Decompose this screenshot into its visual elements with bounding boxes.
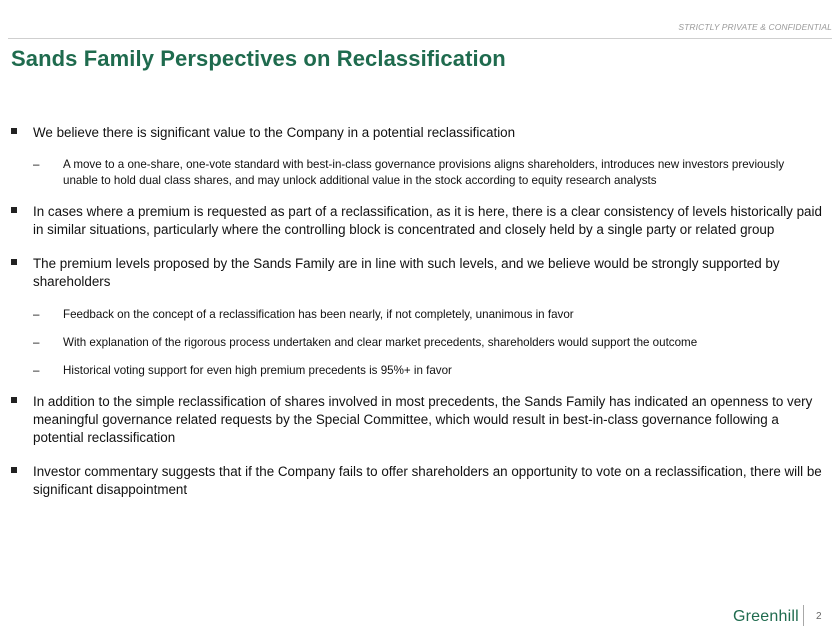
bullet-point (0, 124, 840, 142)
bullet-point (0, 203, 840, 239)
dash-icon: – (33, 364, 40, 377)
sub-bullet-point (0, 363, 840, 379)
sub-bullet-point (0, 157, 840, 189)
bullet-text: The premium levels proposed by the Sands Family are in line with such levels, and we believe would be strongly supported by shareholders (33, 256, 780, 289)
sub-bullet-point (0, 307, 840, 323)
page-number: 2 (816, 611, 822, 622)
dash-icon: – (33, 308, 40, 321)
slide-body (0, 124, 840, 499)
bullet-text: In cases where a premium is requested as part of a reclassification, as it is here, there is a clear consistency of levels historically paid in similar situations, particularly where the controlling block is concentrated and closely held by a single party or related group (33, 204, 822, 237)
confidentiality-label: STRICTLY PRIVATE & CONFIDENTIAL (678, 22, 832, 32)
sub-bullet-text: With explanation of the rigorous process undertaken and clear market precedents, shareholders would support the outcome (63, 336, 698, 349)
sub-bullet-text: A move to a one-share, one-vote standard with best-in-class governance provisions aligns shareholders, introduces new investors previously unable to hold dual class shares, and may unlock additional value in the stock according to equity research analysts (63, 158, 785, 187)
bullet-point (0, 393, 840, 447)
bullet-point (0, 255, 840, 291)
bullet-text: We believe there is significant value to the Company in a potential reclassification (33, 125, 516, 140)
bullet-point (0, 463, 840, 499)
sub-bullet-text: Feedback on the concept of a reclassification has been nearly, if not completely, unanimous in favor (63, 308, 574, 321)
page-title: Sands Family Perspectives on Reclassification (11, 46, 506, 71)
greenhill-logo: Greenhill (733, 608, 799, 625)
square-bullet-icon (11, 259, 17, 265)
header-divider (8, 38, 832, 39)
sub-bullet-point (0, 335, 840, 351)
square-bullet-icon (11, 128, 17, 134)
dash-icon: – (33, 158, 40, 171)
square-bullet-icon (11, 397, 17, 403)
footer-divider (803, 605, 804, 626)
bullet-text: In addition to the simple reclassification of shares involved in most precedents, the Sands Family has indicated an openness to very meaningful governance related requests by the Special Committee, which would result in best-in-class governance following a potential reclassification (33, 394, 813, 445)
bullet-text: Investor commentary suggests that if the Company fails to offer shareholders an opportunity to vote on a reclassification, there will be significant disappointment (33, 464, 822, 497)
sub-bullet-text: Historical voting support for even high premium precedents is 95%+ in favor (63, 364, 452, 377)
dash-icon: – (33, 336, 40, 349)
square-bullet-icon (11, 207, 17, 213)
square-bullet-icon (11, 467, 17, 473)
